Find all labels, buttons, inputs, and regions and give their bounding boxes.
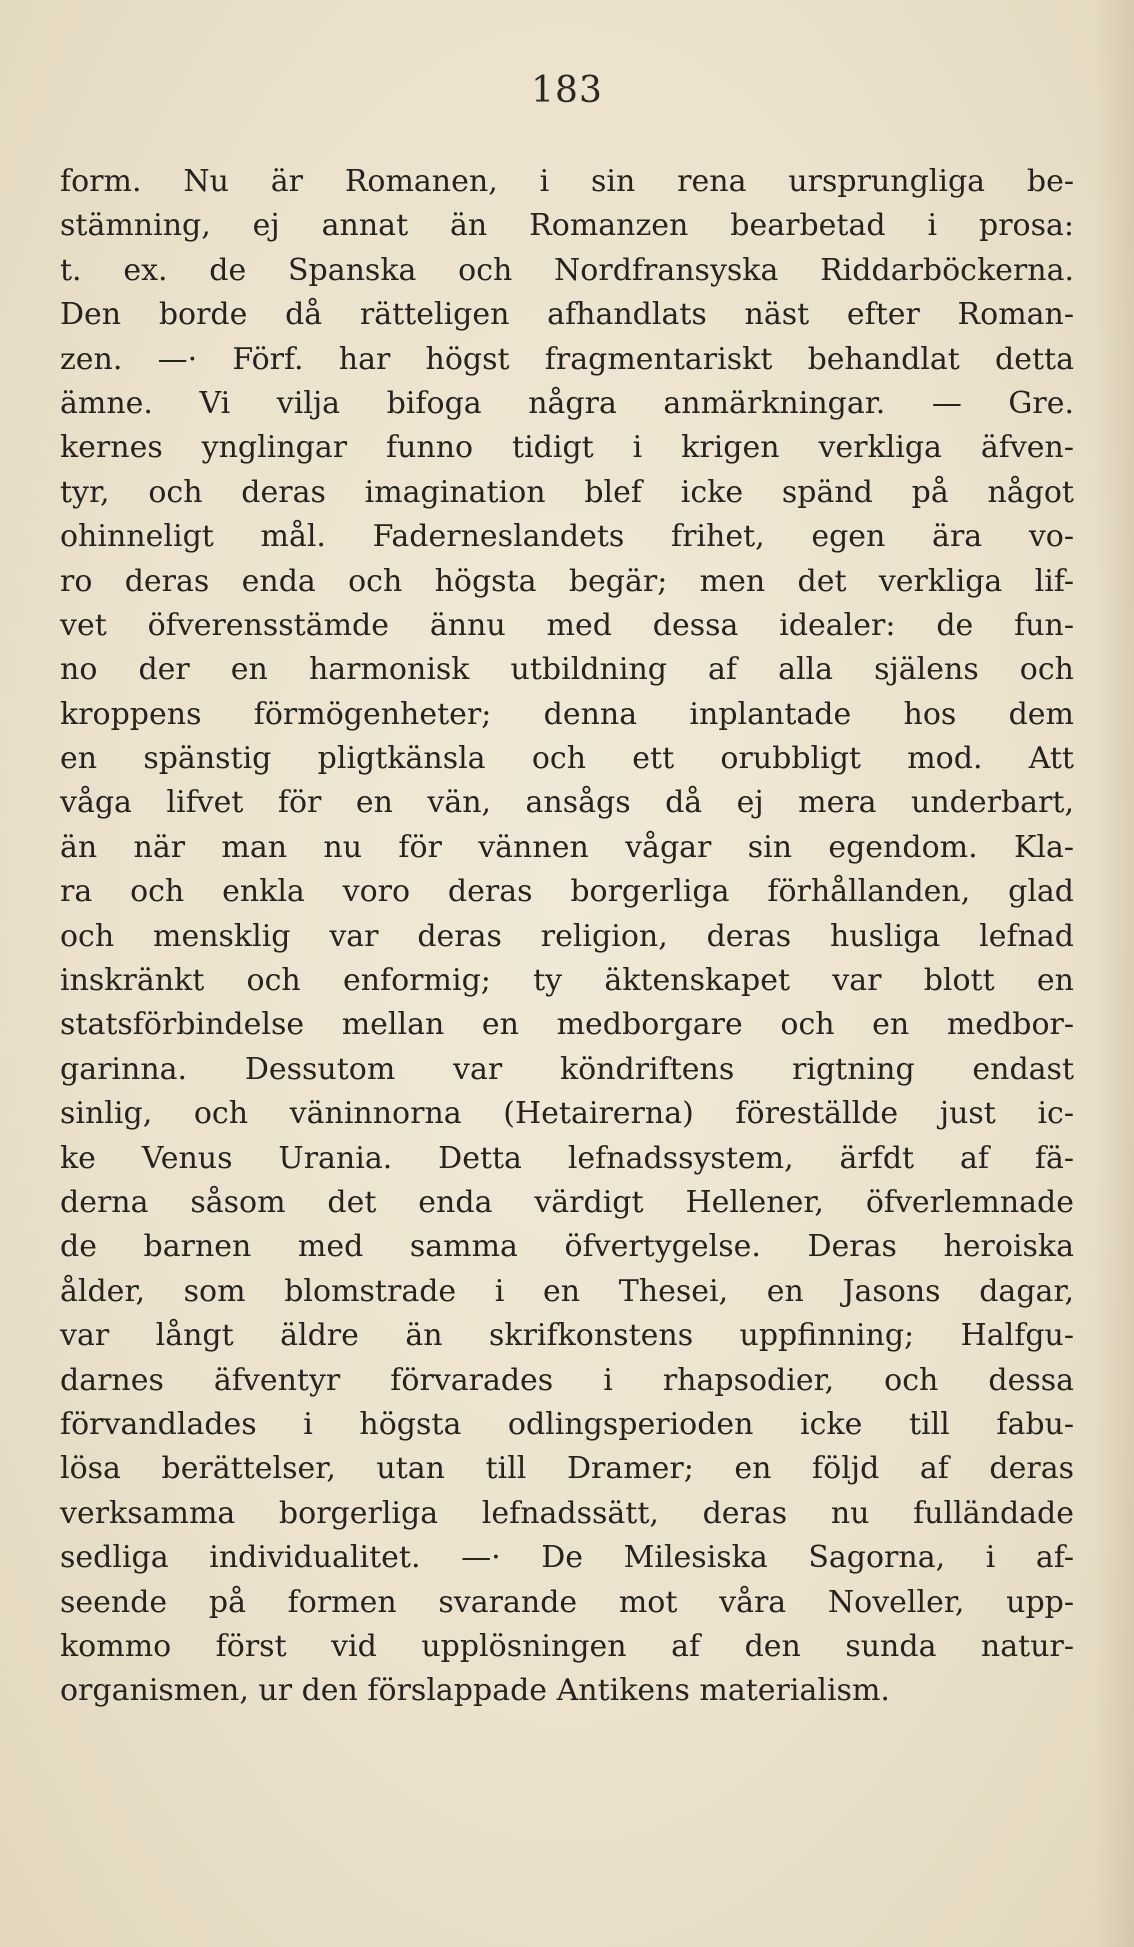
text-line: stämning, ej annat än Romanzen bearbetad i prosa: — [60, 208, 1074, 244]
text-line: och mensklig var deras religion, deras husliga lefnad — [60, 918, 1074, 954]
text-line: inskränkt och enformig; ty äktenskapet var blott en — [60, 963, 1074, 999]
text-line: sedliga individualitet. —· De Milesiska Sagorna, i af- — [60, 1540, 1074, 1576]
text-line: no der en harmonisk utbildning af alla själens och — [60, 652, 1074, 688]
text-line: förvandlades i högsta odlingsperioden icke till fabu- — [60, 1406, 1074, 1442]
text-line: garinna. Dessutom var köndriftens rigtning endast — [60, 1051, 1074, 1087]
text-line: sinlig, och väninnorna (Hetairerna) föreställde just ic- — [60, 1096, 1074, 1132]
body-text — [60, 160, 1074, 1714]
text-line: t. ex. de Spanska och Nordfransyska Riddarböckerna. — [60, 252, 1074, 288]
text-line: ohinneligt mål. Faderneslandets frihet, egen ära vo- — [60, 519, 1074, 555]
text-line: seende på formen svarande mot våra Noveller, upp- — [60, 1584, 1074, 1620]
page-edge-shadow — [1094, 0, 1134, 1947]
text-line: ro deras enda och högsta begär; men det verkliga lif- — [60, 563, 1074, 599]
text-line: våga lifvet för en vän, ansågs då ej mera underbart, — [60, 785, 1074, 821]
text-line: vet öfverensstämde ännu med dessa idealer: de fun- — [60, 607, 1074, 643]
text-line: form. Nu är Romanen, i sin rena ursprungliga be- — [60, 164, 1074, 199]
text-line: kommo först vid upplösningen af den sunda natur- — [60, 1628, 1074, 1664]
text-line: ämne. Vi vilja bifoga några anmärkningar. — Gre. — [60, 385, 1074, 421]
text-line: lösa berättelser, utan till Dramer; en följd af deras — [60, 1451, 1074, 1487]
text-line: ra och enkla voro deras borgerliga förhållanden, glad — [60, 874, 1074, 910]
text-line: var långt äldre än skrifkonstens uppfinning; Halfgu- — [60, 1318, 1074, 1354]
text-line: kernes ynglingar funno tidigt i krigen verkliga äfven- — [60, 430, 1074, 466]
text-line: derna såsom det enda värdigt Hellener, öfverlemnade — [60, 1184, 1074, 1220]
text-line: statsförbindelse mellan en medborgare och en medbor- — [60, 1007, 1074, 1043]
text-line: organismen, ur den förslappade Antikens materialism. — [60, 1673, 890, 1709]
page-number: 183 — [531, 70, 603, 111]
text-line: verksamma borgerliga lefnadssätt, deras nu fulländade — [60, 1495, 1074, 1531]
text-line: Den borde då rätteligen afhandlats näst efter Roman- — [60, 297, 1074, 333]
text-line: än när man nu för vännen vågar sin egendom. Kla- — [60, 829, 1074, 865]
text-line: tyr, och deras imagination blef icke spänd på något — [60, 474, 1074, 510]
text-line: darnes äfventyr förvarades i rhapsodier, och dessa — [60, 1362, 1074, 1398]
text-line: ålder, som blomstrade i en Thesei, en Jasons dagar, — [60, 1273, 1074, 1309]
text-line: zen. —· Förf. har högst fragmentariskt behandlat detta — [60, 341, 1074, 377]
text-line: kroppens förmögenheter; denna inplantade hos dem — [60, 696, 1074, 732]
text-line: de barnen med samma öfvertygelse. Deras heroiska — [60, 1229, 1074, 1265]
text-line: en spänstig pligtkänsla och ett orubbligt mod. Att — [60, 741, 1074, 777]
text-line: ke Venus Urania. Detta lefnadssystem, ärfdt af fä- — [60, 1140, 1074, 1176]
